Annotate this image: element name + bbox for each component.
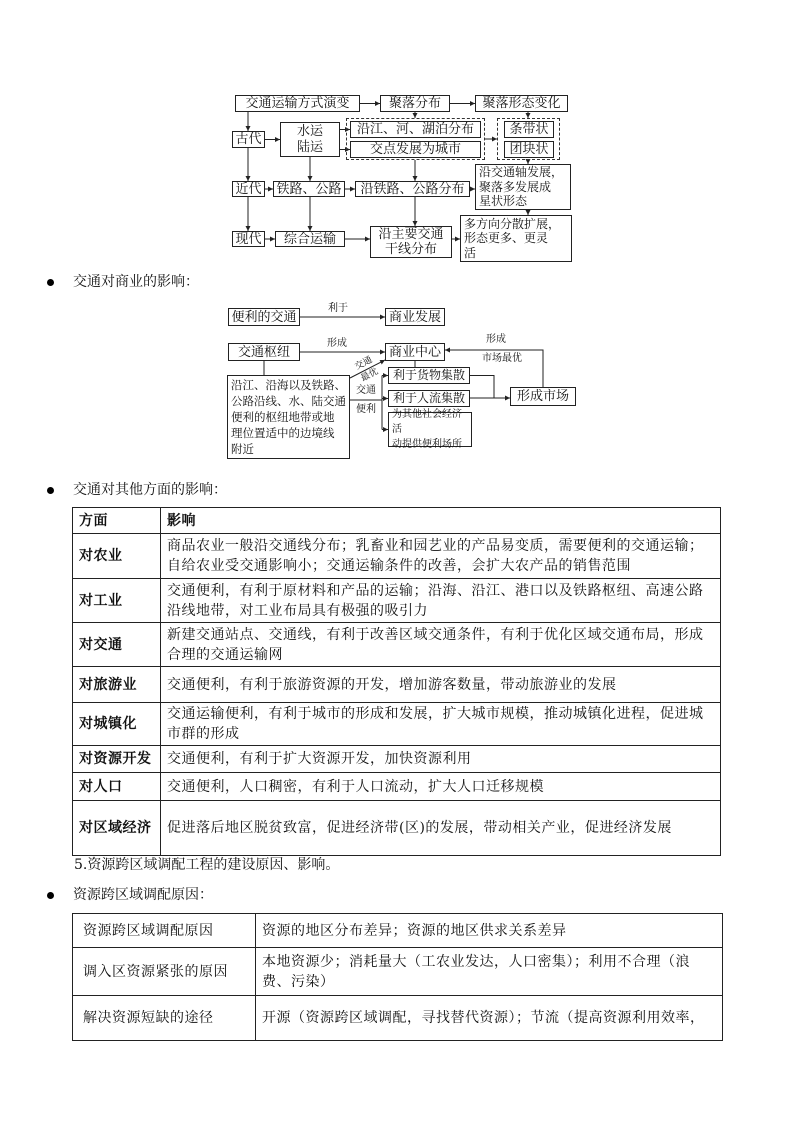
section-5-title: 5.资源跨区域调配工程的建设原因、影响。 [74, 857, 340, 873]
connector-line [470, 376, 494, 399]
commerce-center-box: 商业中心 [385, 343, 445, 361]
reason-item-cell: 资源跨区域调配原因 [73, 914, 256, 948]
era-modern-box: 现代 [232, 231, 265, 247]
impact-cell: 交通便利，有利于原材料和产品的运输；沿海、沿江、港口以及铁路枢纽、高速公路沿线地带，对工业布局具有极强的吸引力 [161, 579, 721, 623]
reason-detail-cell: 开源（资源跨区域调配，寻找替代资源）；节流（提高资源利用效率， [256, 996, 723, 1041]
transport-hub-box: 交通枢纽 [228, 343, 300, 361]
ancient-form-strip-box: 条带状 [504, 121, 554, 138]
table-row [73, 667, 721, 703]
impact-cell: 交通便利，有利于扩大资源开发，加快资源利用 [161, 746, 721, 773]
table-header-row [73, 508, 721, 534]
header-distribution-box: 聚落分布 [380, 95, 450, 112]
table-row [73, 914, 723, 948]
reason-detail-cell: 本地资源少；消耗量大（工农业发达，人口密集）；利用不合理（浪费、污染） [256, 948, 723, 996]
table-row [73, 948, 723, 996]
label-form: 形成 [327, 338, 347, 349]
aspect-cell: 对区域经济 [73, 801, 161, 856]
table-row [73, 746, 721, 773]
other-section-title: 交通对其他方面的影响： [73, 482, 227, 498]
bullet-icon [47, 279, 54, 286]
label-transport-best: 交通 最优 [353, 355, 381, 384]
commerce-section-title: 交通对商业的影响： [73, 274, 199, 290]
header-transport-box: 交通运输方式演变 [235, 95, 360, 112]
modern-mode-box: 综合运输 [275, 231, 345, 247]
ancient-modes-box: 水运 陆运 [280, 122, 340, 157]
commerce-diagram [222, 300, 582, 462]
aspect-cell: 对旅游业 [73, 667, 161, 703]
impact-cell: 交通便利，人口稠密，有利于人口流动，扩大人口迁移规模 [161, 773, 721, 801]
aspect-cell: 对资源开发 [73, 746, 161, 773]
ancient-distribution-river-box: 沿江、河、湖泊分布 [350, 121, 481, 138]
label-market-best: 市场最优 [482, 353, 522, 364]
table-row [73, 801, 721, 856]
modern-distribution-box: 沿主要交通 干线分布 [370, 226, 452, 258]
people-flow-box: 利于人流集散 [388, 390, 470, 407]
venues-box: 为其他社会经济活 动提供便利场所 [388, 412, 472, 447]
label-market-form: 形成 [486, 334, 506, 345]
transport-impact-table [72, 507, 721, 856]
early-modern-form-box: 沿交通轴发展， 聚落多发展成 星状形态 [475, 164, 571, 210]
reason-item-cell: 解决资源短缺的途径 [73, 996, 256, 1041]
impact-cell: 促进落后地区脱贫致富，促进经济带(区)的发展，带动相关产业，促进经济发展 [161, 801, 721, 856]
impact-cell: 商品农业一般沿交通线分布；乳畜业和园艺业的产品易变质，需要便利的交通运输；自给农业受交通影响小；交通运输条件的改善，会扩大农产品的销售范围 [161, 534, 721, 579]
era-ancient-box: 古代 [232, 131, 265, 148]
early-modern-distribution-box: 沿铁路、公路分布 [355, 181, 470, 197]
aspect-cell: 对交通 [73, 623, 161, 667]
table-row [73, 623, 721, 667]
reason-item-cell: 调入区资源紧张的原因 [73, 948, 256, 996]
table-row [73, 579, 721, 623]
table-row [73, 703, 721, 746]
location-box: 沿江、沿海以及铁路、 公路沿线、水、陆交通 便利的枢纽地带或地 理位置适中的边境线 附近 [227, 375, 350, 459]
table-row [73, 996, 723, 1041]
label-transport-convenient: 交通 便利 [356, 385, 376, 415]
reason-detail-cell: 资源的地区分布差异；资源的地区供求关系差异 [256, 914, 723, 948]
aspect-cell: 对城镇化 [73, 703, 161, 746]
convenient-transport-box: 便利的交通 [228, 308, 300, 326]
header-aspect: 方面 [73, 508, 161, 534]
aspect-cell: 对人口 [73, 773, 161, 801]
ancient-distribution-junction-box: 交点发展为城市 [350, 141, 481, 158]
commerce-development-box: 商业发展 [385, 308, 445, 326]
table-row [73, 534, 721, 579]
reasons-section-title: 资源跨区域调配原因： [73, 887, 213, 903]
settlement-evolution-diagram [228, 90, 574, 266]
goods-distribution-box: 利于货物集散 [388, 367, 470, 384]
impact-cell: 交通运输便利，有利于城市的形成和发展，扩大城市规模，推动城镇化进程，促进城市群的形成 [161, 703, 721, 746]
bullet-icon [47, 487, 54, 494]
header-impact: 影响 [161, 508, 721, 534]
bullet-icon [47, 892, 54, 899]
early-modern-mode-box: 铁路、公路 [273, 181, 345, 197]
aspect-cell: 对工业 [73, 579, 161, 623]
impact-cell: 交通便利，有利于旅游资源的开发，增加游客数量，带动旅游业的发展 [161, 667, 721, 703]
ancient-form-cluster-box: 团块状 [504, 141, 554, 158]
resource-reasons-table [72, 913, 723, 1041]
aspect-cell: 对农业 [73, 534, 161, 579]
modern-form-box: 多方向分散扩展， 形态更多、更灵 活 [460, 215, 572, 262]
impact-cell: 新建交通站点、交通线，有利于改善区域交通条件，有利于优化区域交通布局，形成合理的交通运输网 [161, 623, 721, 667]
market-box: 形成市场 [510, 387, 576, 406]
header-form-box: 聚落形态变化 [475, 95, 568, 112]
era-early-modern-box: 近代 [232, 181, 265, 197]
table-row [73, 773, 721, 801]
label-benefit: 利于 [328, 303, 348, 314]
